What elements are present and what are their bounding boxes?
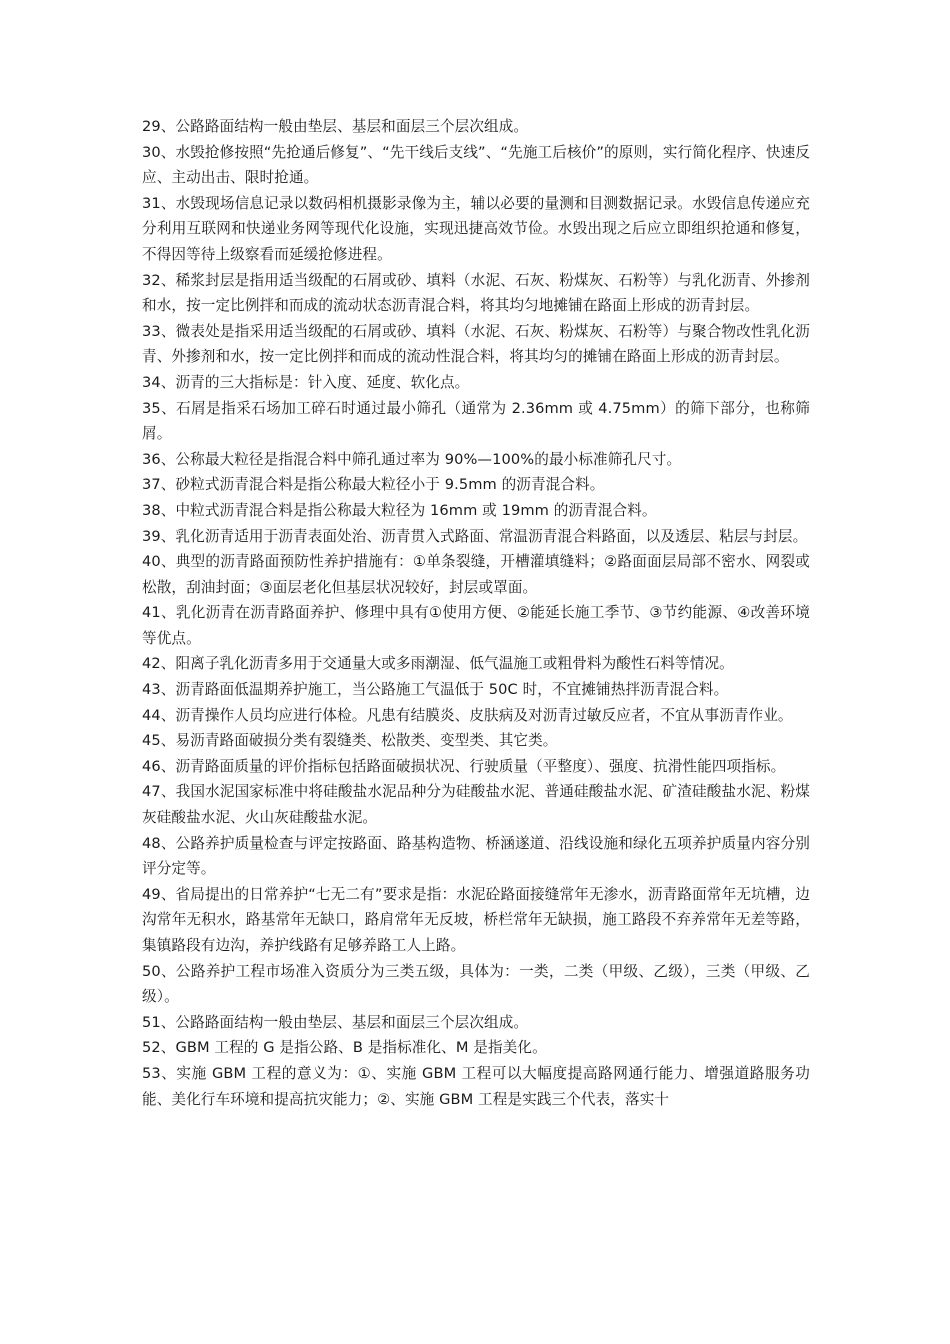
paragraph-40: 40、典型的沥青路面预防性养护措施有：①单条裂缝，开槽灌填缝料；②路面面层局部不密水、网裂或松散，刮油封面；③面层老化但基层状况较好，封层或罩面。 [142, 553, 810, 596]
paragraph-53: 53、实施 GBM 工程的意义为：①、实施 GBM 工程可以大幅度提高路网通行能力、增强道路服务功能、美化行车环境和提高抗灾能力；②、实施 GBM 工程是实践三个代表，落实十 [142, 1064, 810, 1108]
paragraph-51: 51、公路路面结构一般由垫层、基层和面层三个层次组成。 [142, 1013, 529, 1031]
paragraph-35: 35、石屑是指采石场加工碎石时通过最小筛孔（通常为 2.36mm 或 4.75mm）的筛下部分，也称筛屑。 [142, 399, 810, 443]
paragraph-37: 37、砂粒式沥青混合料是指公称最大粒径小于 9.5mm 的沥青混合料。 [142, 476, 605, 494]
paragraph-48: 48、公路养护质量检查与评定按路面、路基构造物、桥涵遂道、沿线设施和绿化五项养护质量内容分别评分定等。 [142, 834, 810, 878]
paragraph-30: 30、水毁抢修按照“先抢通后修复”、“先干线后支线”、“先施工后核价”的原则，实行简化程序、快速反应、主动出击、限时抢通。 [142, 143, 810, 187]
paragraph-44: 44、沥青操作人员均应进行体检。凡患有结膜炎、皮肤病及对沥青过敏反应者，不宜从事沥青作业。 [142, 706, 793, 724]
paragraph-47: 47、我国水泥国家标准中将硅酸盐水泥品种分为硅酸盐水泥、普通硅酸盐水泥、矿渣硅酸盐水泥、粉煤灰硅酸盐水泥、火山灰硅酸盐水泥。 [142, 783, 810, 827]
paragraph-43: 43、沥青路面低温期养护施工，当公路施工气温低于 50C 时，不宜摊铺热拌沥青混合料。 [142, 681, 729, 699]
paragraph-52: 52、GBM 工程的 G 是指公路、B 是指标准化、M 是指美化。 [142, 1039, 547, 1057]
paragraph-49: 49、省局提出的日常养护“七无二有”要求是指：水泥砼路面接缝常年无渗水，沥青路面常年无坑槽，边沟常年无积水，路基常年无缺口，路肩常年无反坡，桥栏常年无缺损，施工路段不弃养常年无差等路，集镇路段有边沟，养护线路有足够养路工人上路。 [142, 885, 810, 954]
paragraph-46: 46、沥青路面质量的评价指标包括路面破损状况、行驶质量（平整度）、强度、抗滑性能四项指标。 [142, 757, 786, 775]
document-body [142, 114, 810, 1112]
paragraph-50: 50、公路养护工程市场准入资质分为三类五级，具体为：一类，二类（甲级、乙级），三类（甲级、乙级）。 [142, 962, 810, 1006]
paragraph-45: 45、易沥青路面破损分类有裂缝类、松散类、变型类、其它类。 [142, 732, 558, 750]
paragraph-36: 36、公称最大粒径是指混合料中筛孔通过率为 90%—100%的最小标准筛孔尺寸。 [142, 450, 682, 468]
paragraph-34: 34、沥青的三大指标是：针入度、延度、软化点。 [142, 373, 470, 391]
paragraph-32: 32、稀浆封层是指用适当级配的石屑或砂、填料（水泥、石灰、粉煤灰、石粉等）与乳化沥青、外掺剂和水，按一定比例拌和而成的流动状态沥青混合料，将其均匀地摊铺在路面上形成的沥青封层。 [142, 271, 810, 315]
paragraph-39: 39、乳化沥青适用于沥青表面处治、沥青贯入式路面、常温沥青混合料路面，以及透层、粘层与封层。 [142, 527, 808, 545]
paragraph-31: 31、水毁现场信息记录以数码相机摄影录像为主，辅以必要的量测和目测数据记录。水毁信息传递应充分利用互联网和快递业务网等现代化设施，实现迅捷高效节俭。水毁出现之后应立即组织抢通和修复，不得因等待上级察看而延缓抢修进程。 [142, 194, 810, 263]
paragraph-29: 29、公路路面结构一般由垫层、基层和面层三个层次组成。 [142, 118, 529, 135]
paragraph-42: 42、阳离子乳化沥青多用于交通量大或多雨潮湿、低气温施工或粗骨料为酸性石料等情况。 [142, 655, 734, 673]
paragraph-33: 33、微表处是指采用适当级配的石屑或砂、填料（水泥、石灰、粉煤灰、石粉等）与聚合物改性乳化沥青、外掺剂和水，按一定比例拌和而成的流动性混合料，将其均匀的摊铺在路面上形成的沥青封层。 [142, 322, 810, 366]
paragraph-41: 41、乳化沥青在沥青路面养护、修理中具有①使用方便、②能延长施工季节、③节约能源、④改善环境等优点。 [142, 604, 810, 647]
paragraph-38: 38、中粒式沥青混合料是指公称最大粒径为 16mm 或 19mm 的沥青混合料。 [142, 501, 657, 519]
